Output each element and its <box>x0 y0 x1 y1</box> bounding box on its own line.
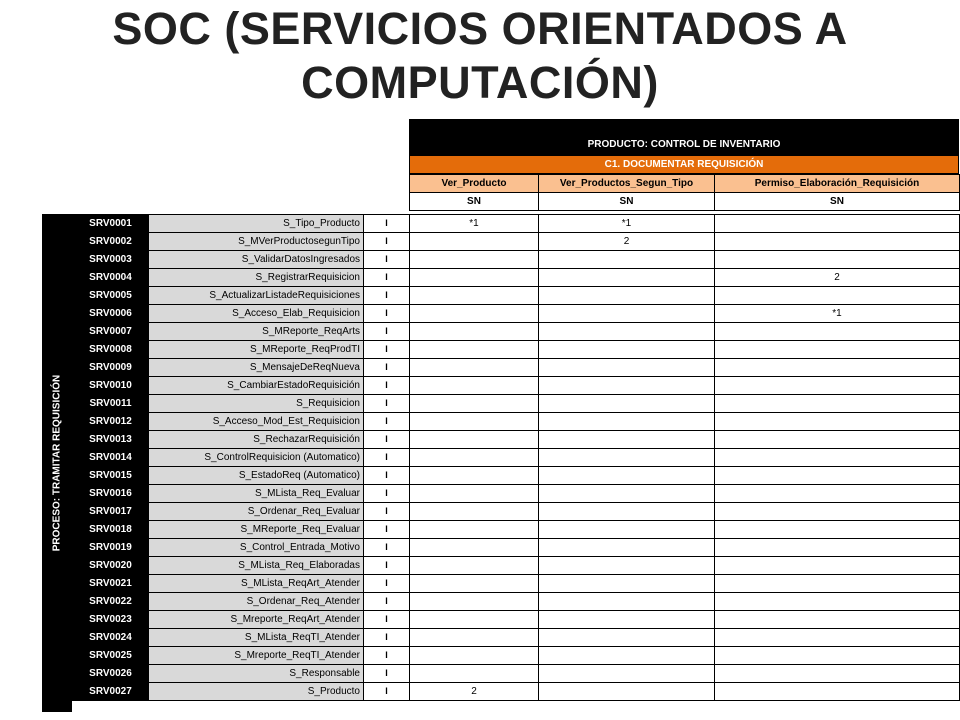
service-name: S_Mreporte_ReqTI_Atender <box>149 647 364 665</box>
service-name: S_CambiarEstadoRequisición <box>149 377 364 395</box>
service-name: S_ActualizarListadeRequisiciones <box>149 287 364 305</box>
service-row <box>73 503 960 521</box>
service-code: SRV0024 <box>73 629 149 647</box>
service-code: SRV0021 <box>73 575 149 593</box>
service-name: S_RechazarRequisición <box>149 431 364 449</box>
service-name: S_MReporte_ReqArts <box>149 323 364 341</box>
service-row <box>73 647 960 665</box>
value-permiso-elaboracion <box>715 359 960 377</box>
value-permiso-elaboracion <box>715 647 960 665</box>
service-flag: I <box>364 665 410 683</box>
value-ver-producto <box>410 521 539 539</box>
value-permiso-elaboracion <box>715 575 960 593</box>
value-ver-productos-segun-tipo <box>539 413 715 431</box>
service-name: S_RegistrarRequisicion <box>149 269 364 287</box>
value-permiso-elaboracion <box>715 323 960 341</box>
service-code: SRV0011 <box>73 395 149 413</box>
service-code: SRV0014 <box>73 449 149 467</box>
value-ver-producto <box>410 647 539 665</box>
value-permiso-elaboracion <box>715 629 960 647</box>
service-code: SRV0026 <box>73 665 149 683</box>
service-name: S_MReporte_ReqProdTI <box>149 341 364 359</box>
service-row <box>73 377 960 395</box>
service-code: SRV0015 <box>73 467 149 485</box>
value-ver-productos-segun-tipo <box>539 665 715 683</box>
service-row <box>73 431 960 449</box>
sn-row <box>410 193 960 211</box>
service-row <box>73 683 960 701</box>
service-code: SRV0025 <box>73 647 149 665</box>
value-ver-producto <box>410 629 539 647</box>
service-flag: I <box>364 377 410 395</box>
value-ver-productos-segun-tipo <box>539 539 715 557</box>
value-permiso-elaboracion <box>715 215 960 233</box>
value-permiso-elaboracion: 2 <box>715 269 960 287</box>
service-name: S_MensajeDeReqNueva <box>149 359 364 377</box>
service-row <box>73 611 960 629</box>
process-label-cell <box>42 214 72 712</box>
column-header-row <box>410 175 960 193</box>
service-code: SRV0027 <box>73 683 149 701</box>
case-header <box>409 155 959 174</box>
value-ver-producto <box>410 575 539 593</box>
service-row <box>73 269 960 287</box>
service-flag: I <box>364 449 410 467</box>
service-row <box>73 341 960 359</box>
service-code: SRV0020 <box>73 557 149 575</box>
service-name: S_Tipo_Producto <box>149 215 364 233</box>
service-name: S_Requisicion <box>149 395 364 413</box>
sn-cell: SN <box>539 193 715 211</box>
value-permiso-elaboracion: *1 <box>715 305 960 323</box>
value-ver-productos-segun-tipo <box>539 683 715 701</box>
value-ver-productos-segun-tipo <box>539 431 715 449</box>
service-name: S_MLista_Req_Elaboradas <box>149 557 364 575</box>
service-code: SRV0004 <box>73 269 149 287</box>
service-name: S_EstadoReq (Automatico) <box>149 467 364 485</box>
service-row <box>73 521 960 539</box>
service-code: SRV0008 <box>73 341 149 359</box>
service-row <box>73 395 960 413</box>
service-code: SRV0016 <box>73 485 149 503</box>
service-name: S_MLista_ReqArt_Atender <box>149 575 364 593</box>
service-name: S_MLista_ReqTI_Atender <box>149 629 364 647</box>
value-permiso-elaboracion <box>715 557 960 575</box>
value-permiso-elaboracion <box>715 611 960 629</box>
value-ver-producto <box>410 251 539 269</box>
process-label: PROCESO: TRAMITAR REQUISICIÓN <box>51 374 63 552</box>
value-ver-productos-segun-tipo <box>539 485 715 503</box>
value-ver-producto <box>410 665 539 683</box>
service-row <box>73 467 960 485</box>
service-code: SRV0019 <box>73 539 149 557</box>
value-ver-productos-segun-tipo <box>539 593 715 611</box>
case-header-label: C1. DOCUMENTAR REQUISICIÓN <box>604 159 764 170</box>
value-ver-producto: *1 <box>410 215 539 233</box>
service-name: S_ControlRequisicion (Automatico) <box>149 449 364 467</box>
value-ver-productos-segun-tipo <box>539 359 715 377</box>
value-ver-producto <box>410 305 539 323</box>
service-name: S_Ordenar_Req_Evaluar <box>149 503 364 521</box>
value-ver-productos-segun-tipo <box>539 467 715 485</box>
service-code: SRV0006 <box>73 305 149 323</box>
value-permiso-elaboracion <box>715 539 960 557</box>
value-ver-producto <box>410 413 539 431</box>
service-flag: I <box>364 683 410 701</box>
value-permiso-elaboracion <box>715 503 960 521</box>
service-code: SRV0009 <box>73 359 149 377</box>
value-permiso-elaboracion <box>715 593 960 611</box>
service-row <box>73 665 960 683</box>
value-ver-producto <box>410 359 539 377</box>
service-flag: I <box>364 629 410 647</box>
service-row <box>73 593 960 611</box>
value-ver-producto <box>410 539 539 557</box>
service-row <box>73 449 960 467</box>
value-ver-producto <box>410 611 539 629</box>
value-permiso-elaboracion <box>715 683 960 701</box>
value-ver-producto <box>410 395 539 413</box>
service-name: S_Producto <box>149 683 364 701</box>
value-ver-productos-segun-tipo <box>539 449 715 467</box>
value-ver-productos-segun-tipo <box>539 269 715 287</box>
value-permiso-elaboracion <box>715 233 960 251</box>
service-flag: I <box>364 647 410 665</box>
value-permiso-elaboracion <box>715 665 960 683</box>
value-ver-producto <box>410 485 539 503</box>
service-flag: I <box>364 251 410 269</box>
service-flag: I <box>364 503 410 521</box>
service-code: SRV0005 <box>73 287 149 305</box>
value-ver-productos-segun-tipo <box>539 503 715 521</box>
value-ver-producto <box>410 503 539 521</box>
service-flag: I <box>364 575 410 593</box>
value-permiso-elaboracion <box>715 467 960 485</box>
sn-cell: SN <box>715 193 960 211</box>
service-row <box>73 557 960 575</box>
service-flag: I <box>364 431 410 449</box>
value-ver-producto <box>410 449 539 467</box>
service-code: SRV0007 <box>73 323 149 341</box>
service-flag: I <box>364 359 410 377</box>
product-header <box>409 119 959 155</box>
value-ver-productos-segun-tipo <box>539 395 715 413</box>
service-flag: I <box>364 269 410 287</box>
service-flag: I <box>364 233 410 251</box>
value-permiso-elaboracion <box>715 413 960 431</box>
service-code: SRV0017 <box>73 503 149 521</box>
page-title: SOC (SERVICIOS ORIENTADOS A COMPUTACIÓN) <box>112 3 848 108</box>
value-ver-productos-segun-tipo <box>539 341 715 359</box>
value-ver-producto <box>410 431 539 449</box>
value-ver-productos-segun-tipo <box>539 251 715 269</box>
service-name: S_Ordenar_Req_Atender <box>149 593 364 611</box>
value-ver-productos-segun-tipo <box>539 377 715 395</box>
service-code: SRV0023 <box>73 611 149 629</box>
service-code: SRV0003 <box>73 251 149 269</box>
value-ver-producto <box>410 557 539 575</box>
service-flag: I <box>364 395 410 413</box>
value-ver-producto <box>410 269 539 287</box>
service-name: S_Control_Entrada_Motivo <box>149 539 364 557</box>
value-permiso-elaboracion <box>715 341 960 359</box>
service-flag: I <box>364 521 410 539</box>
sn-cell: SN <box>410 193 539 211</box>
value-ver-productos-segun-tipo <box>539 629 715 647</box>
value-ver-producto <box>410 377 539 395</box>
service-flag: I <box>364 557 410 575</box>
service-flag: I <box>364 593 410 611</box>
value-ver-producto <box>410 323 539 341</box>
service-flag: I <box>364 467 410 485</box>
value-ver-producto <box>410 233 539 251</box>
service-row <box>73 413 960 431</box>
service-row <box>73 485 960 503</box>
value-permiso-elaboracion <box>715 395 960 413</box>
service-code: SRV0002 <box>73 233 149 251</box>
value-ver-productos-segun-tipo <box>539 647 715 665</box>
service-row <box>73 305 960 323</box>
service-flag: I <box>364 485 410 503</box>
service-row <box>73 629 960 647</box>
value-ver-productos-segun-tipo <box>539 521 715 539</box>
value-ver-producto: 2 <box>410 683 539 701</box>
service-name: S_MReporte_Req_Evaluar <box>149 521 364 539</box>
value-permiso-elaboracion <box>715 251 960 269</box>
service-name: S_Responsable <box>149 665 364 683</box>
service-name: S_Acceso_Mod_Est_Requisicion <box>149 413 364 431</box>
value-ver-producto <box>410 467 539 485</box>
service-code: SRV0001 <box>73 215 149 233</box>
service-code: SRV0022 <box>73 593 149 611</box>
service-flag: I <box>364 323 410 341</box>
service-flag: I <box>364 215 410 233</box>
service-code: SRV0018 <box>73 521 149 539</box>
service-row <box>73 287 960 305</box>
column-header: Ver_Producto <box>410 175 539 193</box>
service-name: S_Acceso_Elab_Requisicion <box>149 305 364 323</box>
value-ver-productos-segun-tipo: *1 <box>539 215 715 233</box>
service-flag: I <box>364 611 410 629</box>
service-flag: I <box>364 413 410 431</box>
value-ver-productos-segun-tipo <box>539 323 715 341</box>
value-permiso-elaboracion <box>715 449 960 467</box>
service-row <box>73 539 960 557</box>
service-flag: I <box>364 287 410 305</box>
value-ver-productos-segun-tipo <box>539 305 715 323</box>
value-ver-productos-segun-tipo: 2 <box>539 233 715 251</box>
service-flag: I <box>364 539 410 557</box>
service-name: S_MLista_Req_Evaluar <box>149 485 364 503</box>
value-permiso-elaboracion <box>715 521 960 539</box>
service-flag: I <box>364 341 410 359</box>
service-row <box>73 233 960 251</box>
value-permiso-elaboracion <box>715 485 960 503</box>
service-row <box>73 215 960 233</box>
value-ver-productos-segun-tipo <box>539 611 715 629</box>
value-permiso-elaboracion <box>715 377 960 395</box>
product-header-label: PRODUCTO: CONTROL DE INVENTARIO <box>587 139 781 150</box>
service-code: SRV0013 <box>73 431 149 449</box>
service-code: SRV0010 <box>73 377 149 395</box>
service-name: S_MVerProductosegunTipo <box>149 233 364 251</box>
service-row <box>73 575 960 593</box>
value-permiso-elaboracion <box>715 287 960 305</box>
service-flag: I <box>364 305 410 323</box>
value-ver-producto <box>410 593 539 611</box>
column-header: Ver_Productos_Segun_Tipo <box>539 175 715 193</box>
service-row <box>73 359 960 377</box>
service-row <box>73 251 960 269</box>
service-code: SRV0012 <box>73 413 149 431</box>
service-name: S_ValidarDatosIngresados <box>149 251 364 269</box>
value-ver-producto <box>410 287 539 305</box>
value-ver-productos-segun-tipo <box>539 287 715 305</box>
value-ver-productos-segun-tipo <box>539 557 715 575</box>
service-row <box>73 323 960 341</box>
services-table <box>72 214 960 701</box>
value-permiso-elaboracion <box>715 431 960 449</box>
column-header-table <box>409 174 960 211</box>
service-name: S_Mreporte_ReqArt_Atender <box>149 611 364 629</box>
value-ver-producto <box>410 341 539 359</box>
column-header: Permiso_Elaboración_Requisición <box>715 175 960 193</box>
value-ver-productos-segun-tipo <box>539 575 715 593</box>
